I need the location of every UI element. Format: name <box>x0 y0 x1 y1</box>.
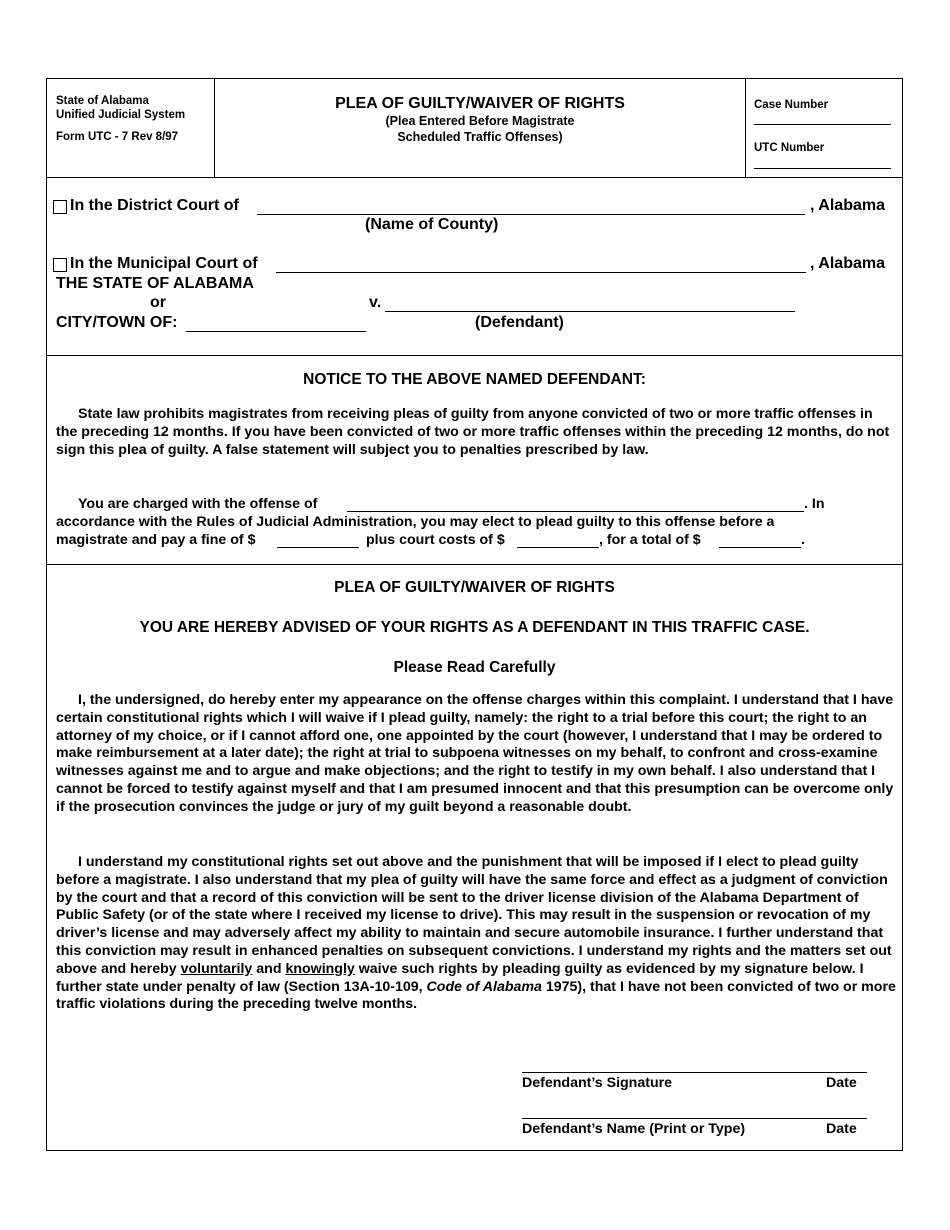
utc-number-label: UTC Number <box>754 142 825 154</box>
versus-label: v. <box>369 294 382 311</box>
plea-paragraph-1: I, the undersigned, do hereby enter my appearance on the offense charges within this complaint. I understand that I have certain constitutional rights which I will waive if I plead guilty, namely: the right to a trial before this court; the right to an attorney of my choice, or if I cannot afford one, one appointed by the court (however, I understand that I may be ordered to make reimbursement at a later date); the right at trial to subpoena witnesses on my behalf, to confront and cross-examine witnesses against me and to argue and make objections; and the right to testify in my own behalf. I also understand that I cannot be forced to testify against myself and that I am presumed innocent and that this presumption can be overcome only if the prosecution convinces the judge or jury of my guilt beyond a reasonable doubt. <box>56 692 894 815</box>
form-subtitle-1: (Plea Entered Before Magistrate <box>385 114 575 128</box>
court-section <box>47 177 902 356</box>
municipal-court-field[interactable] <box>276 272 806 273</box>
plea-paragraph-2-text-c: 1975), that I have not been convicted of two or more traffic violations during the preceding twelve months. <box>56 978 896 1013</box>
case-number-label: Case Number <box>754 99 829 111</box>
plea-heading: PLEA OF GUILTY/WAIVER OF RIGHTS <box>334 579 615 596</box>
or-label: or <box>150 294 166 311</box>
total-period: . <box>801 532 805 548</box>
header-title-cell <box>215 79 745 177</box>
knowingly-word: knowingly <box>285 960 355 977</box>
plea-paragraph-2 <box>56 854 896 1014</box>
rights-advisory: YOU ARE HEREBY ADVISED OF YOUR RIGHTS AS A DEFENDANT IN THIS TRAFFIC CASE. <box>139 619 810 636</box>
form-subtitle-2: Scheduled Traffic Offenses) <box>397 130 563 144</box>
notice-heading: NOTICE TO THE ABOVE NAMED DEFENDANT: <box>303 371 646 388</box>
municipal-court-checkbox[interactable] <box>53 258 67 272</box>
header-right-cell <box>745 79 904 177</box>
offense-field[interactable] <box>347 511 804 512</box>
county-caption: (Name of County) <box>365 216 499 233</box>
district-alabama: , Alabama <box>810 197 885 214</box>
court-costs-field[interactable] <box>517 547 599 548</box>
printed-name-label: Defendant’s Name (Print or Type) <box>522 1121 746 1137</box>
charged-in-label: . In <box>804 496 825 512</box>
city-town-label: CITY/TOWN OF: <box>56 314 178 331</box>
total-amount-field[interactable] <box>719 547 801 548</box>
total-label: , for a total of $ <box>599 532 701 548</box>
notice-section <box>47 355 902 565</box>
signature-label: Defendant’s Signature <box>522 1075 673 1091</box>
defendant-caption: (Defendant) <box>475 314 564 331</box>
voluntarily-word: voluntarily <box>180 960 253 977</box>
court-costs-label: plus court costs of $ <box>366 532 505 548</box>
municipal-court-label: In the Municipal Court of <box>70 255 258 272</box>
fine-label: magistrate and pay a fine of $ <box>56 532 256 548</box>
code-of-alabama: Code of Alabama <box>426 978 542 995</box>
district-court-label: In the District Court of <box>70 197 239 214</box>
state-of-alabama: THE STATE OF ALABAMA <box>56 275 254 292</box>
printed-name-field[interactable] <box>522 1118 867 1119</box>
notice-paragraph: State law prohibits magistrates from receiving pleas of guilty from anyone convicted of two or more traffic offenses in the preceding 12 months. If you have been convicted of two or more traffic offenses within the preceding 12 months, do not sign this plea of guilty. A false statement will subject you to penalties prescribed by law. <box>56 406 890 458</box>
signature-date-label: Date <box>826 1075 857 1091</box>
plea-section <box>47 564 902 1150</box>
signature-field[interactable] <box>522 1072 867 1073</box>
printed-name-date-label: Date <box>826 1121 857 1137</box>
charged-offense-label: You are charged with the offense of <box>78 496 318 512</box>
district-county-field[interactable] <box>257 214 805 215</box>
plea-paragraph-2-text-a: I understand my constitutional rights set out above and the punishment that will be imposed if I elect to plead guilty before a magistrate. I also understand that my plea of guilty will have the same force and effect as a judgment of conviction by the court and that a record of this conviction will be sent to the driver license division of the Alabama Department of Public Safety (or of the state where I received my license to drive). This may result in the suspension or revocation of my driver’s license and may adversely affect my ability to maintain and secure automobile insurance. I further understand that this conviction may result in enhanced penalties on subsequent convictions. I understand my rights and the matters set out above and hereby <box>56 854 892 977</box>
form-title: PLEA OF GUILTY/WAIVER OF RIGHTS <box>335 95 625 112</box>
municipal-alabama: , Alabama <box>810 255 885 272</box>
utc-number-field[interactable] <box>754 168 891 169</box>
district-court-checkbox[interactable] <box>53 200 67 214</box>
system-label: Unified Judicial System <box>56 109 186 121</box>
and-word: and <box>252 960 286 977</box>
plea-paragraph-2-text-b: waive such rights by pleading guilty as evidenced by my signature below. I further state under penalty of law (Section 13A-10-109, <box>56 960 864 995</box>
city-town-field[interactable] <box>186 331 366 332</box>
fine-amount-field[interactable] <box>277 547 359 548</box>
charged-line-2: accordance with the Rules of Judicial Administration, you may elect to plead guilty to this offense before a <box>56 514 775 530</box>
header-left-cell <box>47 79 215 177</box>
plea-form <box>46 78 903 1151</box>
case-number-field[interactable] <box>754 124 891 125</box>
defendant-field[interactable] <box>385 311 795 312</box>
form-header <box>47 79 902 178</box>
read-carefully: Please Read Carefully <box>393 659 556 676</box>
form-number: Form UTC - 7 Rev 8/97 <box>56 131 179 143</box>
state-label: State of Alabama <box>56 95 149 107</box>
